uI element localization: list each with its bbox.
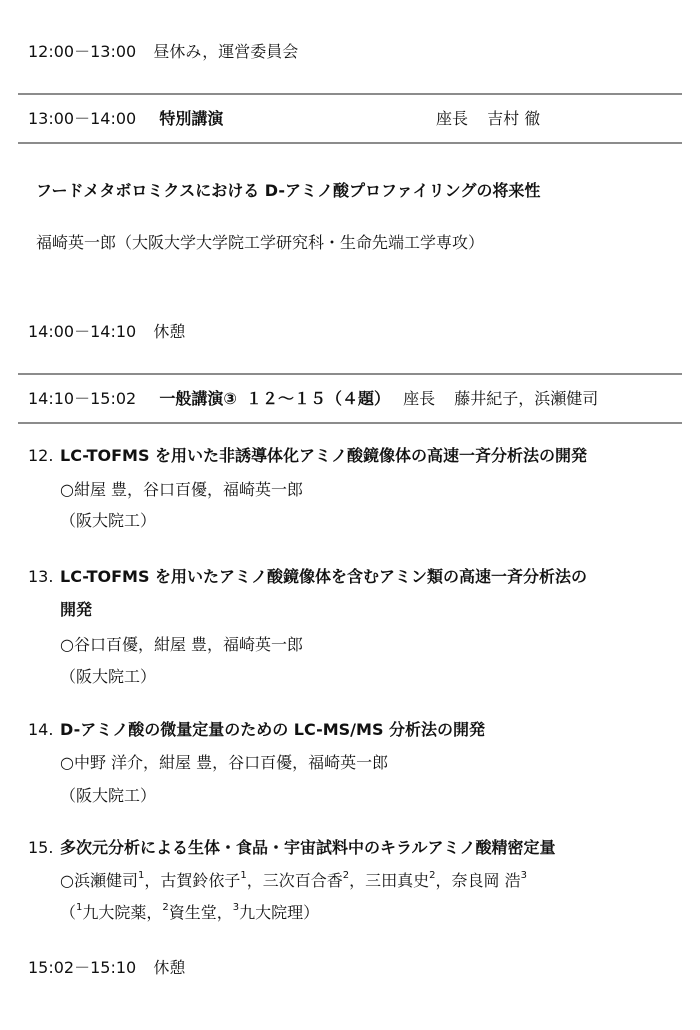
affiliation-name: 九大院薬， (82, 903, 163, 922)
talk-affiliation (60, 903, 319, 922)
talk-authors (60, 871, 527, 890)
author-name: ○浜瀬健司 (60, 871, 138, 890)
talk-authors: ○谷口百優，紺屋 豊，福崎英一郎 (60, 635, 304, 654)
divider (18, 373, 682, 375)
talk-title: D-アミノ酸の微量定量のための LC-MS/MS 分析法の開発 (60, 720, 486, 739)
affiliation-open: （ (60, 903, 77, 922)
break-row (28, 322, 185, 341)
affiliation-name: 九大院理） (239, 903, 320, 922)
talk-number: 13. (28, 567, 54, 586)
affiliation-marker: 3 (520, 870, 527, 881)
chair-info (436, 109, 540, 128)
author-name: ，三次百合香 (246, 871, 343, 890)
chair-label: 座長 (436, 109, 469, 128)
session-range: １２～１５（４題） (245, 389, 390, 408)
special-lecture-header (28, 109, 223, 128)
affiliation-marker: 1 (76, 902, 83, 913)
time-label: 13:00－14:00 (28, 109, 137, 128)
talk-title: 多次元分析による生体・食品・宇宙試料中のキラルアミノ酸精密定量 (60, 838, 556, 857)
affiliation-marker: 1 (137, 870, 145, 881)
lunch-break-row (28, 42, 298, 61)
talk-title: LC-TOFMS を用いた非誘導体化アミノ酸鏡像体の高速一斉分析法の開発 (60, 446, 588, 465)
break-label: 休憩 (153, 322, 186, 341)
chair-names: 藤井紀子，浜瀬健司 (454, 389, 599, 408)
session-title: 特別講演 (159, 109, 224, 128)
talk-title-continuation: 開発 (60, 600, 93, 619)
talk-affiliation: （阪大院工） (60, 786, 157, 805)
divider (18, 93, 682, 95)
break-row (28, 958, 185, 977)
talk-title-row (28, 567, 587, 586)
time-label: 12:00－13:00 (28, 42, 137, 61)
divider (18, 142, 682, 144)
affiliation-marker: 1 (240, 870, 247, 881)
author-name: ，古賀鈴依子 (144, 871, 241, 890)
chair-name: 吉村 徹 (487, 109, 541, 128)
time-label: 14:10－15:02 (28, 389, 137, 408)
special-talk-speaker: 福崎英一郎（大阪大学大学院工学研究科・生命先端工学専攻） (36, 233, 485, 252)
time-label: 14:00－14:10 (28, 322, 137, 341)
talk-authors: ○中野 洋介，紺屋 豊，谷口百優，福崎英一郎 (60, 753, 389, 772)
affiliation-name: 資生堂， (168, 903, 233, 922)
talk-title-row (28, 838, 556, 857)
time-label: 15:02－15:10 (28, 958, 137, 977)
talk-title-row (28, 720, 485, 739)
session-title: 一般講演③ (159, 389, 237, 408)
chair-label: 座長 (403, 389, 436, 408)
break-label: 休憩 (153, 958, 186, 977)
talk-number: 14. (28, 720, 54, 739)
talk-affiliation: （阪大院工） (60, 511, 157, 530)
author-name: ，三田真史 (349, 871, 430, 890)
affiliation-marker: 3 (232, 902, 240, 913)
affiliation-marker: 2 (162, 902, 169, 913)
affiliation-marker: 2 (429, 870, 436, 881)
break-label: 昼休み，運営委員会 (153, 42, 299, 61)
general-lecture-header (28, 389, 598, 408)
talk-number: 15. (28, 838, 54, 857)
talk-authors: ○紺屋 豊，谷口百優，福崎英一郎 (60, 480, 304, 499)
author-name: ，奈良岡 浩 (435, 871, 521, 890)
talk-title-row (28, 446, 587, 465)
divider (18, 422, 682, 424)
special-talk-title: フードメタボロミクスにおける D-アミノ酸プロファイリングの将来性 (36, 181, 541, 200)
talk-title: LC-TOFMS を用いたアミノ酸鏡像体を含むアミン類の高速一斉分析法の (60, 567, 588, 586)
talk-affiliation: （阪大院工） (60, 667, 157, 686)
talk-number: 12. (28, 446, 54, 465)
affiliation-marker: 2 (342, 870, 350, 881)
